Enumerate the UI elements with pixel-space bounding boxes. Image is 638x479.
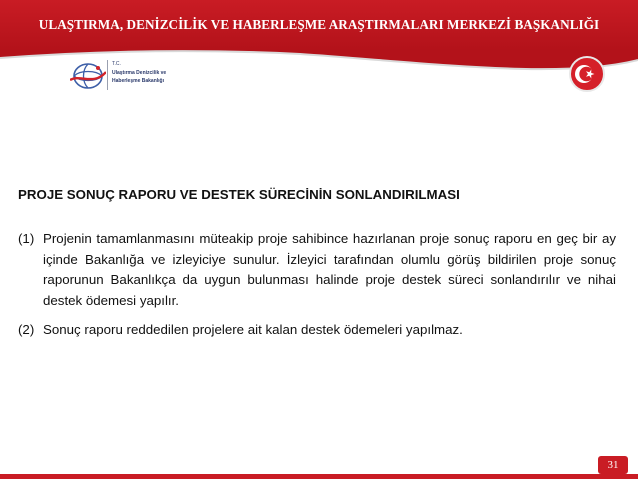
list-item-number: (1)	[18, 231, 35, 246]
list-item-number: (2)	[18, 322, 35, 337]
turkish-flag-emblem-icon	[568, 55, 606, 93]
page-number-badge: 31	[598, 456, 628, 474]
logo-divider	[107, 60, 108, 90]
logo-line-3: Haberleşme Bakanlığı	[112, 78, 164, 84]
list-item	[18, 320, 616, 341]
list-item	[18, 229, 616, 311]
ministry-logo	[70, 58, 180, 98]
logo-text	[112, 60, 166, 86]
logo-line-1: T.C.	[112, 61, 121, 67]
header-title: ULAŞTIRMA, DENİZCİLİK VE HABERLEŞME ARAŞTIRMALARI MERKEZİ BAŞKANLIĞI	[38, 17, 600, 32]
section-heading: PROJE SONUÇ RAPORU VE DESTEK SÜRECİNİN SONLANDIRILMASI	[18, 187, 460, 202]
list-item-text: Projenin tamamlanmasını müteakip proje sahibince hazırlanan proje sonuç raporu en geç bir ay içinde Bakanlığa ve izleyiciye sunulur. İzleyici tarafından olumlu görüş bildirilen proje sonuç raporunun Bakanlıkça da uygun bulunması halinde proje destek süreci sonlandırılır ve nihai destek ödemesi yapılır.	[43, 231, 616, 308]
footer-accent-bar	[0, 474, 638, 479]
globe-logo-icon	[70, 60, 106, 92]
logo-line-2: Ulaştırma Denizcilik ve	[112, 69, 167, 76]
list-item-text: Sonuç raporu reddedilen projelere ait kalan destek ödemeleri yapılmaz.	[43, 322, 463, 337]
